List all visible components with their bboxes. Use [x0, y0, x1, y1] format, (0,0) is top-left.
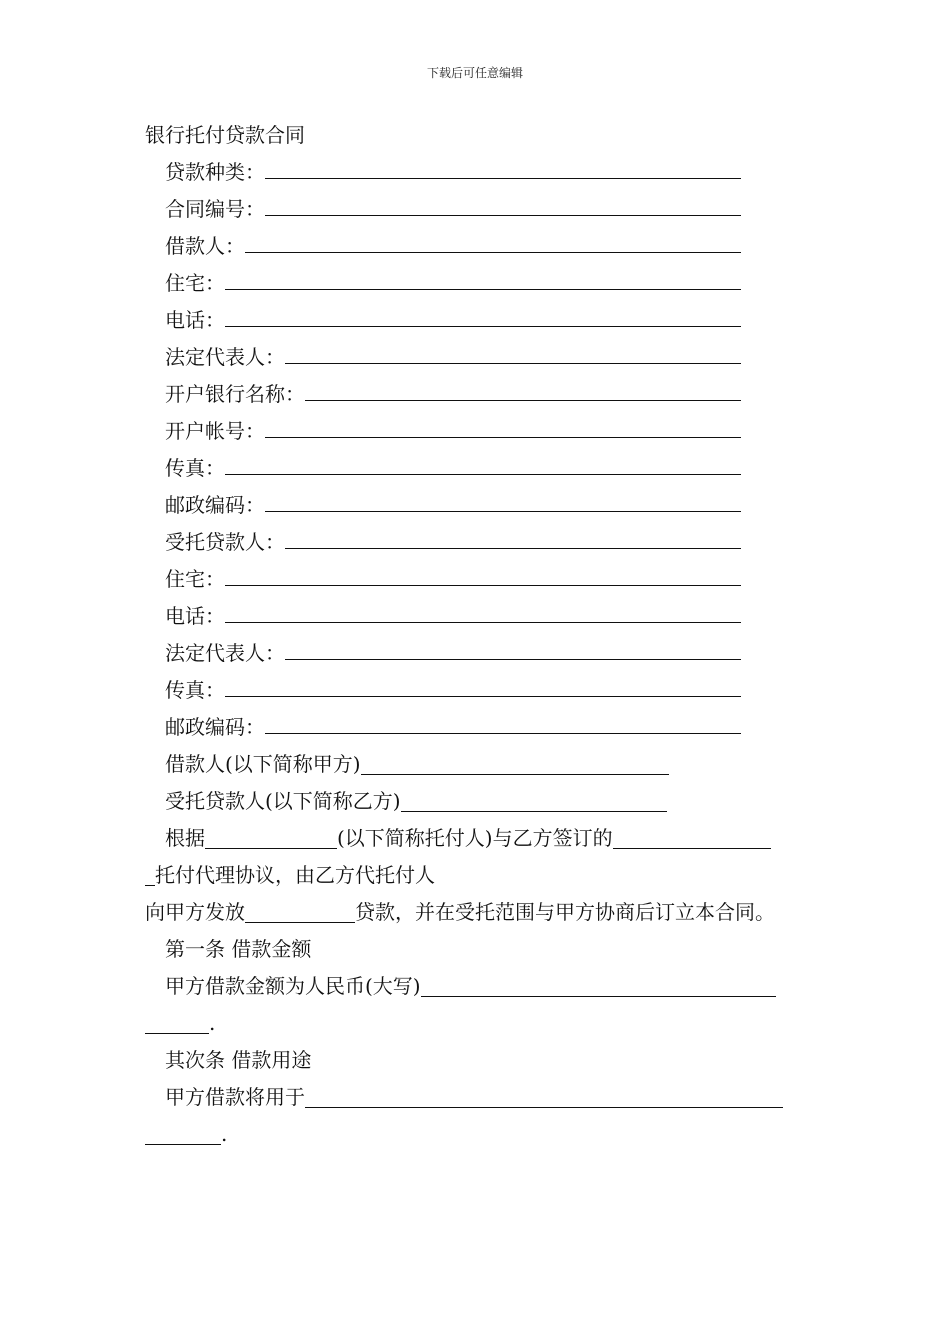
field-blank[interactable] [265, 193, 741, 216]
field-label: 受托贷款人： [165, 530, 285, 554]
basis-text-2: (以下简称托付人)与乙方签订的 [337, 826, 613, 850]
purpose-blank-cont[interactable] [145, 1122, 221, 1145]
contract-document [145, 117, 810, 1153]
field-row [145, 154, 741, 191]
basis-text-3: 托付代理协议，由乙方代托付人 [155, 863, 435, 887]
field-row [145, 450, 741, 487]
article-1-end: . [209, 1011, 216, 1035]
basis-text-1: 根据 [165, 826, 205, 850]
field-row [145, 413, 741, 450]
field-row [145, 191, 741, 228]
field-blank[interactable] [265, 156, 741, 179]
field-label: 借款人： [165, 234, 245, 258]
field-blank[interactable] [285, 526, 741, 549]
basis-line-2 [145, 857, 810, 894]
field-blank[interactable] [245, 230, 741, 253]
article-2-heading: 其次条 借款用途 [165, 1048, 312, 1072]
field-row [145, 561, 741, 598]
field-label: 合同编号： [165, 197, 265, 221]
field-row [145, 709, 741, 746]
article-1-text [145, 968, 810, 1005]
party-a-label: 借款人(以下简称甲方) [165, 752, 361, 776]
article-1-label: 甲方借款金额为人民币(大写) [165, 974, 421, 998]
contract-title: 银行托付贷款合同 [145, 123, 305, 147]
field-blank[interactable] [285, 341, 741, 364]
page-header: 下载后可任意编辑 [426, 66, 523, 80]
field-label: 法定代表人： [165, 641, 285, 665]
field-row [145, 487, 741, 524]
field-blank[interactable] [225, 600, 741, 623]
field-label: 电话： [165, 308, 225, 332]
article-1-line-2 [145, 1005, 810, 1042]
amount-blank-cont[interactable] [145, 1011, 209, 1034]
article-1-heading: 第一条 借款金额 [165, 937, 312, 961]
field-blank[interactable] [305, 378, 741, 401]
article-2-end: . [221, 1122, 228, 1146]
field-row [145, 598, 741, 635]
field-label: 贷款种类： [165, 160, 265, 184]
field-blank[interactable] [225, 267, 741, 290]
field-row [145, 376, 741, 413]
field-label: 法定代表人： [165, 345, 285, 369]
article-2-label: 甲方借款将用于 [165, 1085, 305, 1109]
field-blank[interactable] [225, 304, 741, 327]
party-b-blank[interactable] [401, 789, 667, 812]
article-2-text [145, 1079, 810, 1116]
field-label: 开户银行名称： [165, 382, 305, 406]
party-a-line [145, 746, 810, 783]
field-row [145, 339, 741, 376]
entrustor-blank[interactable] [205, 826, 337, 849]
field-blank[interactable] [265, 489, 741, 512]
field-row [145, 265, 741, 302]
field-label: 电话： [165, 604, 225, 628]
agreement-blank-cont[interactable] [145, 863, 155, 886]
field-row [145, 635, 741, 672]
field-blank[interactable] [265, 415, 741, 438]
purpose-blank[interactable] [305, 1085, 783, 1108]
field-row [145, 524, 741, 561]
field-label: 开户帐号： [165, 419, 265, 443]
field-label: 邮政编码： [165, 715, 265, 739]
basis-text-4: 向甲方发放 [145, 900, 245, 924]
field-label: 传真： [165, 678, 225, 702]
basis-paragraph [145, 820, 810, 857]
agreement-blank[interactable] [613, 826, 771, 849]
amount-blank[interactable] [421, 974, 776, 997]
field-row [145, 228, 741, 265]
basis-text-5: 贷款，并在受托范围与甲方协商后订立本合同。 [355, 900, 775, 924]
field-blank[interactable] [265, 711, 741, 734]
field-blank[interactable] [285, 637, 741, 660]
basis-line-3 [145, 894, 810, 931]
field-label: 住宅： [165, 567, 225, 591]
field-blank[interactable] [225, 452, 741, 475]
article-2-line-2 [145, 1116, 810, 1153]
field-label: 住宅： [165, 271, 225, 295]
field-label: 传真： [165, 456, 225, 480]
field-row [145, 302, 741, 339]
field-row [145, 672, 741, 709]
loan-type-blank[interactable] [245, 900, 355, 923]
party-a-blank[interactable] [361, 752, 669, 775]
field-list [145, 154, 810, 746]
party-b-line [145, 783, 810, 820]
field-blank[interactable] [225, 674, 741, 697]
field-blank[interactable] [225, 563, 741, 586]
party-b-label: 受托贷款人(以下简称乙方) [165, 789, 401, 813]
field-label: 邮政编码： [165, 493, 265, 517]
